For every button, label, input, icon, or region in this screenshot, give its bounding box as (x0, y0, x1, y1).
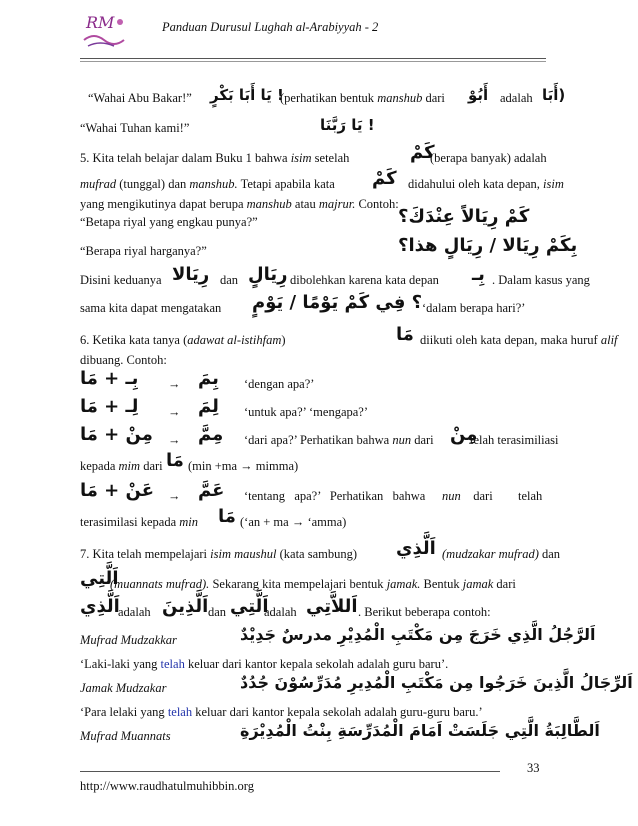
logo-lettering: RM (86, 13, 115, 32)
arrow-right-icon: → (168, 489, 181, 503)
header-rule (80, 58, 546, 59)
document-page: RM Panduan Durusul Lughah al-Arabiyyah - 2 “Wahai Abu Bakar!” ! يَا أَبَا بَكْرٍ (perhatikan bentuk manshub dari أَبُوْ adalah (أَبَا “Wahai Tuhan kami!” ! يَا رَبَّنَا 5. Kita telah belajar dalam Buku 1 bahwa isim setelah كَمْ (berapa banyak) adalah mufrad (tunggal) dan manshub. Tetapi apabila kata كَمْ didahului oleh kata depan, isim yang mengikutinya dapat berupa manshub atau majrur. Contoh: “Betapa riyal yang engkau punya?” كَمْ رِيَالاً عِنْدَكَ؟ “Berapa riyal harganya?” بِكَمْ رِيَالا / رِيَالٍ هذا؟ Disini keduanya رِيَالا dan رِيَالٍ dibolehkan karena kata depan بِـ . Dalam kasus yang sama kita dapat mengatakan ؟ فِي كَمْ يَوْمًا / يَوْمٍ ‘dalam berapa hari?’ 6. Ketika kata tanya (adawat al-istihfam) مَا diikuti oleh kata depan, maka huruf alif dibuang. Contoh: بِـ + مَا → بِمَ ‘dengan apa?’ لِـ + مَا → لِمَ ‘untuk apa?’ ‘mengapa?’ مِنْ + مَا → مِمَّ ‘dari apa?’ Perhatikan bahwa nun dari مِنْ telah terasimiliasi kepada mim dari مَا (min +ma → mimma) عَنْ + مَا → عَمَّ ‘tentang apa?’ Perhatikan bahwa nun dari telah terasimilasi kepada min مَا (‘an + ma → ‘amma) 7. Kita telah mempelajari isim maushul (kata sambung) اَلَّذِي (mudzakar mufrad) dan اَلَّتِي (muannats mufrad). Sekarang kita mempelajari bentuk jamak. Bentuk jamak dari اَلَّذِي adalah اَلَّذِينَ dan اَلَّتِي adalah اَللاَّتِي . Berikut beberapa contoh: Mufrad Mudzakkar اَلرَّجُلُ الَّذِي خَرَجَ مِن مَكْتَبِ الْمُدِيْرِ مدرسٌ جَدِيْدٌ ‘Laki-laki yang telah keluar dari kantor kepala sekolah adalah guru baru’. Jamak Mudzakar اَلرِّجَالُ الَّذِينَ خَرَجُوا مِن مَكْتَبِ الْمُدِيرِ مُدَرِّسُوْنَ جُدُدٌ ‘Para lelaki yang telah keluar dari kantor kepala sekolah adalah guru-guru baru.’ Mufrad Muannats اَلطَّالِبَةُ الَّتِي جَلَسَتْ اَمَامَ الْمُدَرِّسَةِ بِنْتُ الْمُدِيْرَةِ 33 http://www.raudhatulmuhibbin.org (0, 0, 638, 826)
footer-url[interactable]: http://www.raudhatulmuhibbin.org (80, 779, 254, 793)
arrow-right-icon: → (168, 433, 181, 447)
header-title: Panduan Durusul Lughah al-Arabiyyah - 2 (162, 20, 379, 34)
footer-rule (80, 771, 500, 772)
arrow-right-icon: → (168, 377, 181, 391)
page-number: 33 (527, 761, 540, 775)
arrow-right-icon: → (168, 405, 181, 419)
header-rule-secondary (80, 61, 546, 62)
site-logo (80, 10, 132, 52)
